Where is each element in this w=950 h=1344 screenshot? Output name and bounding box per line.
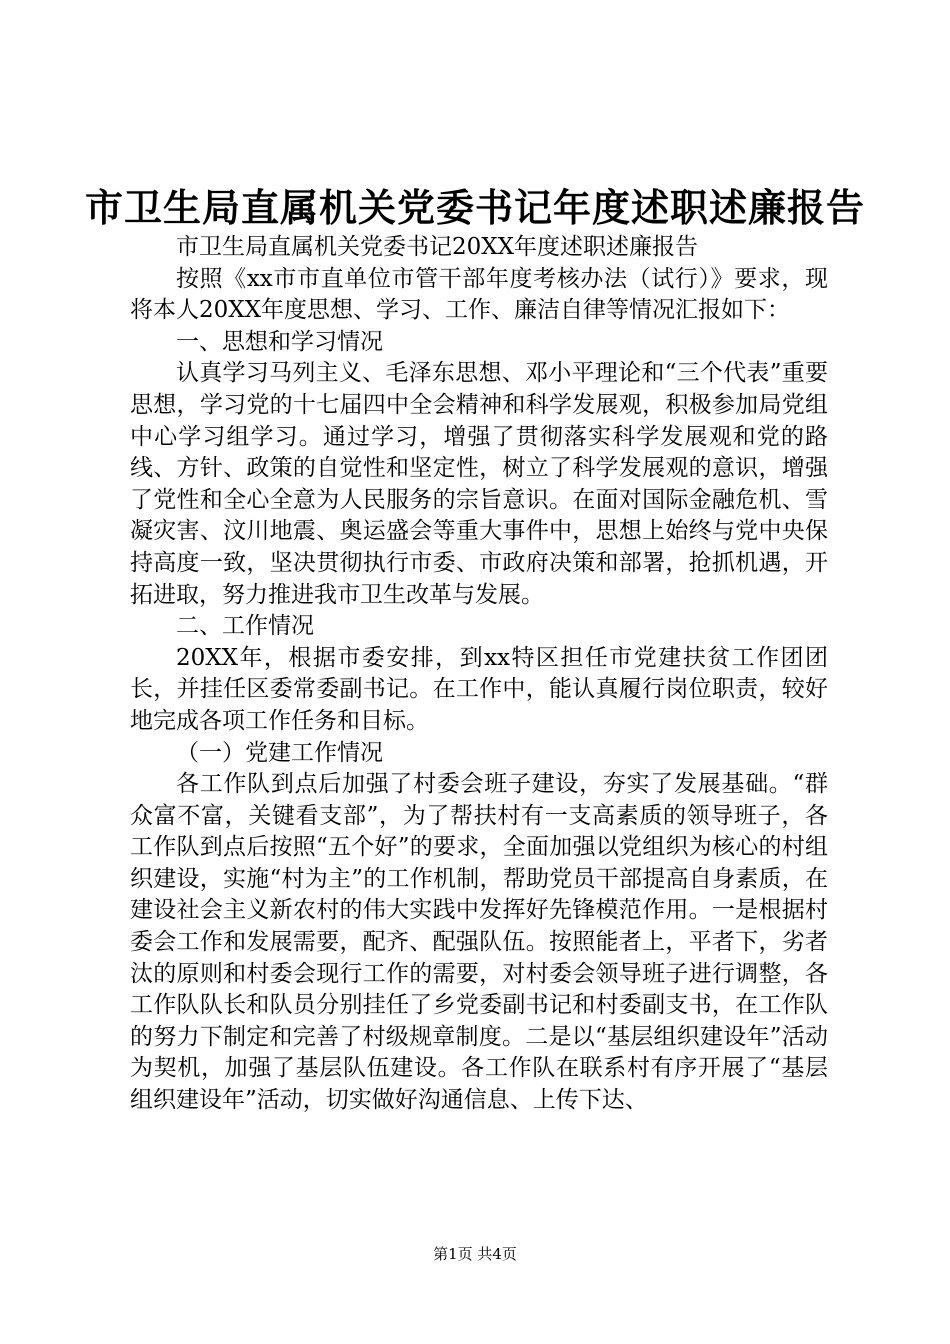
section-heading-2: 二、工作情况	[176, 613, 314, 640]
body-paragraph: 认真学习马列主义、毛泽东思想、邓小平理论和“三个代表”重要思想，学习党的十七届四中全会精神和科学发展观，积极参加局党组中心学习组学习。通过学习，增强了贯彻落实科学发展观和党的路线、方针、政策的自觉性和坚定性，树立了科学发展观的意识，增强了党性和全心全意为人民服务的宗旨意识。在面对国际金融危机、雪凝灾害、汶川地震、奥运盛会等重大事件中，思想上始终与党中央保持高度一致，坚决贯彻执行市委、市政府决策和部署，抢抓机遇，开拓进取，努力推进我市卫生改革与发展。	[130, 360, 828, 608]
subtitle-paragraph: 市卫生局直属机关党委书记20XX年度述职述廉报告	[176, 234, 699, 260]
document-title: 市卫生局直属机关党委书记年度述职述廉报告	[84, 185, 865, 230]
intro-paragraph: 按照《xx市市直单位市管干部年度考核办法（试行）》要求，现将本人20XX年度思想、学习、工作、廉洁自律等情况汇报如下：	[130, 265, 828, 324]
document-body	[130, 232, 828, 1117]
section-heading-1: 一、思想和学习情况	[176, 328, 383, 355]
body-paragraph: 20XX年，根据市委安排，到xx特区担任市党建扶贫工作团团长，并挂任区委常委副书记。在工作中，能认真履行岗位职责，较好地完成各项工作任务和目标。	[130, 644, 828, 734]
page-footer: 第1页 共4页	[433, 1245, 517, 1263]
body-paragraph: 各工作队到点后加强了村委会班子建设，夯实了发展基础。“群众富不富，关键看支部”，为了帮扶村有一支高素质的领导班子，各工作队到点后按照“五个好”的要求，全面加强以党组织为核心的村组织建设，实施“村为主”的工作机制，帮助党员干部提高自身素质，在建设社会主义新农村的伟大实践中发挥好先锋模范作用。一是根据村委会工作和发展需要，配齐、配强队伍。按照能者上，平者下，劣者汰的原则和村委会现行工作的需要，对村委会领导班子进行调整，各工作队队长和队员分别挂任了乡党委副书记和村委副支书，在工作队的努力下制定和完善了村级规章制度。二是以“基层组织建设年”活动为契机，加强了基层队伍建设。各工作队在联系村有序开展了“基层组织建设年”活动，切实做好沟通信息、上传下达、	[130, 771, 828, 1114]
subsection-heading-1: （一）党建工作情况	[176, 739, 383, 766]
